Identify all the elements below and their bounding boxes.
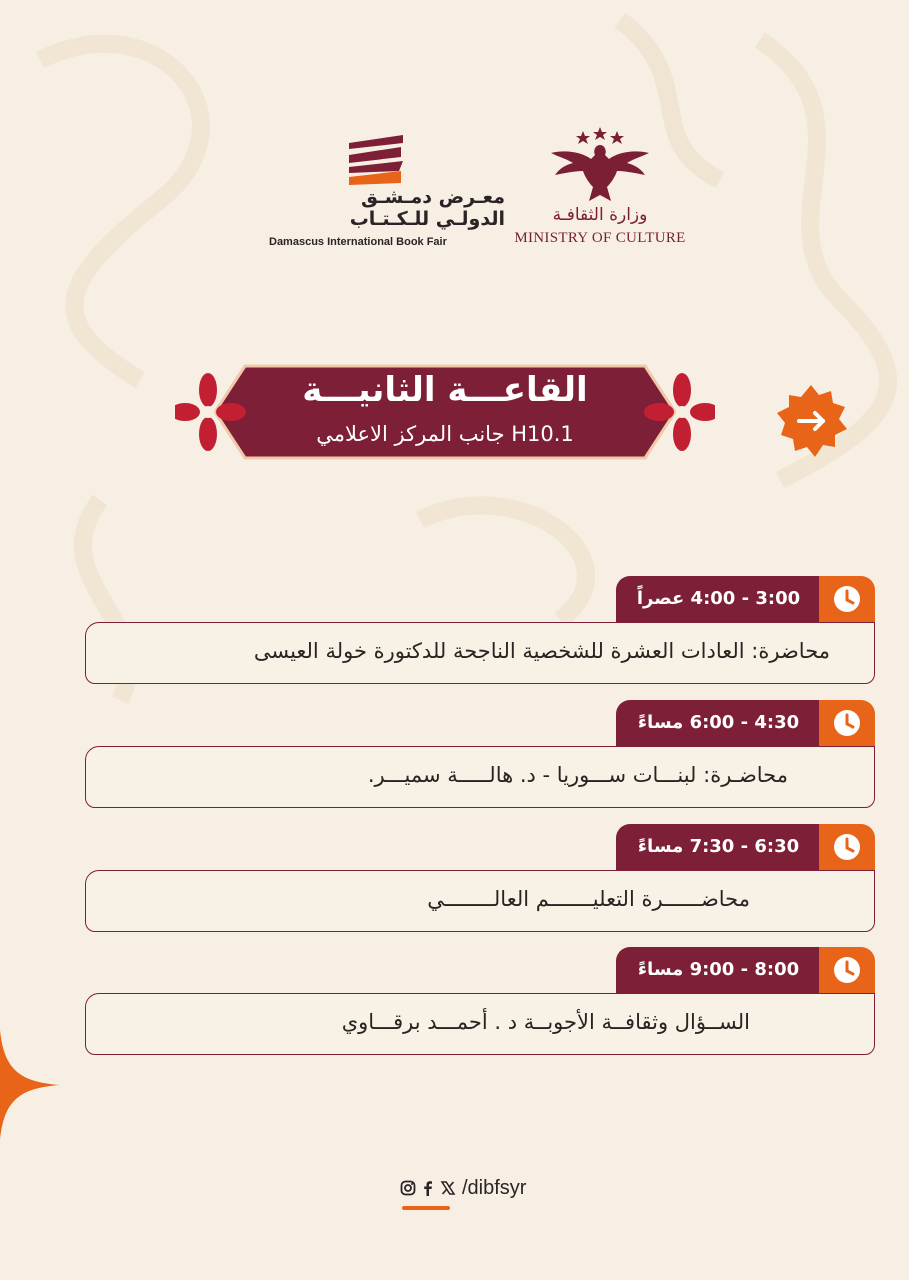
session-title-box [85, 746, 875, 808]
session-title: محاضرة: العادات العشرة للشخصية الناجحة للدكتورة خولة العيسى [253, 639, 830, 663]
book-fair-logo [265, 128, 505, 258]
clock-icon [832, 584, 862, 614]
fair-name-arabic-line1: معـرض دمـشـق [361, 186, 505, 208]
facebook-icon[interactable] [420, 1180, 436, 1196]
session-time-tab [616, 824, 875, 870]
session-time-tab [616, 700, 875, 746]
clock-icon [832, 832, 862, 862]
book-fair-mark-icon [345, 133, 407, 185]
session-title: محاضــــــرة التعليـــــــم العالــــــــي [427, 887, 750, 911]
ministry-name-english: MINISTRY OF CULTURE [514, 230, 686, 246]
session-time-tab [616, 576, 875, 622]
eagle-emblem-icon [545, 125, 655, 205]
session-time: 3:00 - 4:00 عصراً [636, 588, 801, 609]
session-title-box [85, 622, 875, 684]
hall-title: القاعـــة الثانيـــة [302, 370, 588, 410]
ministry-logo [500, 120, 700, 255]
decorative-star-icon [0, 1030, 60, 1140]
session-title-box [85, 870, 875, 932]
fair-name-arabic-line2: الدولـي للـكـتـاب [349, 208, 505, 230]
clock-icon [832, 708, 862, 738]
x-icon[interactable] [440, 1180, 456, 1196]
fair-name-english: Damascus International Book Fair [269, 236, 447, 248]
session-title-box [85, 993, 875, 1055]
session-time: 6:30 - 7:30 مساءً [637, 836, 800, 857]
session-title: الســؤال وثقافــة الأجوبــة د . أحمـــد برقـــاوي [341, 1010, 750, 1034]
ministry-name-arabic: وزارة الثقافـة [552, 205, 648, 225]
social-links [400, 1176, 526, 1200]
clock-icon [832, 955, 862, 985]
session-title: محاضـرة: لبنـــات ســـوريا - د. هالـــــة سميـــر. [367, 763, 788, 787]
session-time: 8:00 - 9:00 مساءً [637, 959, 800, 980]
hall-banner [175, 362, 715, 462]
footer-underline [402, 1206, 450, 1210]
session-time: 4:30 - 6:00 مساءً [637, 712, 800, 733]
instagram-icon[interactable] [400, 1180, 416, 1196]
session-time-tab [616, 947, 875, 993]
next-arrow-button[interactable] [773, 383, 849, 459]
hall-location: H10.1 جانب المركز الاعلامي [316, 422, 574, 446]
social-handle[interactable]: /dibfsyr [462, 1176, 527, 1199]
